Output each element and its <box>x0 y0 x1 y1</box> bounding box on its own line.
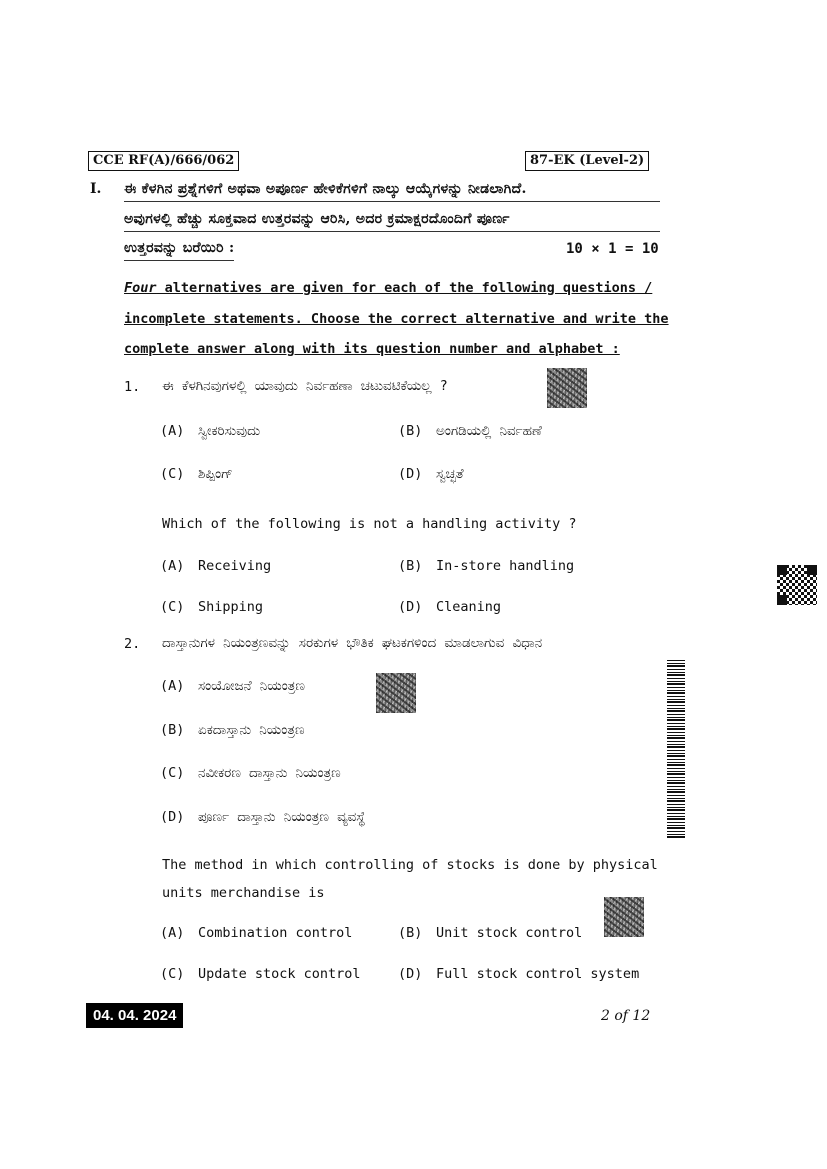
section-number: I. <box>90 181 102 197</box>
question-2-english-line-1: The method in which controlling of stocks is done by physical <box>162 857 658 873</box>
q2-kn-option-c: (C) ನವೀಕರಣ ದಾಸ್ತಾನು ನಿಯಂತ್ರಣ <box>160 765 341 781</box>
question-1-kannada: ಈ ಕೆಳಗಿನವುಗಳಲ್ಲಿ ಯಾವುದು ನಿರ್ವಹಣಾ ಚಟುವಟಿಕೆಯಲ್ಲ ? <box>162 378 448 394</box>
q1-en-option-d: (D) Cleaning <box>398 599 502 615</box>
instruction-english-line-3: complete answer along with its question number and alphabet : <box>124 341 620 357</box>
q2-kn-option-d: (D) ಪೂರ್ಣ ದಾಸ್ತಾನು ನಿಯಂತ್ರಣ ವ್ಯವಸ್ಥೆ <box>160 809 366 825</box>
instruction-english-line-2: incomplete statements. Choose the correct alternative and write the <box>124 311 669 327</box>
q1-kn-option-b: (B) ಅಂಗಡಿಯಲ್ಲಿ ನಿರ್ವಹಣೆ <box>398 423 542 439</box>
scan-code-icon <box>547 368 587 408</box>
q1-kn-option-c: (C) ಶಿಪ್ಪಿಂಗ್ <box>160 466 233 482</box>
instruction-kannada-line-3: ಉತ್ತರವನ್ನು ಬರೆಯಿರಿ : <box>124 240 234 261</box>
q2-en-option-a: (A) Combination control <box>160 925 353 941</box>
scan-code-icon <box>604 897 644 937</box>
q2-kn-option-b: (B) ಏಕದಾಸ್ತಾನು ನಿಯಂತ್ರಣ <box>160 722 305 738</box>
question-2-kannada: ದಾಸ್ತಾನುಗಳ ನಿಯಂತ್ರಣವನ್ನು ಸರಕುಗಳ ಭೌತಿಕ ಘಟಕಗಳಿಂದ ಮಾಡಲಾಗುವ ವಿಧಾನ <box>162 635 543 651</box>
question-1-english: Which of the following is not a handling activity ? <box>162 516 577 532</box>
scan-code-icon <box>376 673 416 713</box>
instruction-english-line-1: Four alternatives are given for each of the following questions / <box>124 280 653 296</box>
paper-code: CCE RF(A)/666/062 <box>88 151 239 171</box>
question-2-english-line-2: units merchandise is <box>162 885 325 901</box>
page-number: 2 of 12 <box>601 1008 651 1024</box>
question-1-number: 1. <box>124 379 141 395</box>
q2-en-option-b: (B) Unit stock control <box>398 925 583 941</box>
exam-date-badge: 04. 04. 2024 <box>86 1003 183 1028</box>
q2-en-option-c: (C) Update stock control <box>160 966 361 982</box>
instruction-kannada-line-2: ಅವುಗಳಲ್ಲಿ ಹೆಚ್ಚು ಸೂಕ್ತವಾದ ಉತ್ತರವನ್ನು ಆರಿಸಿ, ಅದರ ಕ್ರಮಾಕ್ಷರದೊಂದಿಗೆ ಪೂರ್ಣ <box>124 211 660 232</box>
subject-code: 87-EK (Level-2) <box>525 151 649 171</box>
barcode-icon <box>667 660 685 838</box>
q2-en-option-d: (D) Full stock control system <box>398 966 640 982</box>
q1-kn-option-a: (A) ಸ್ವೀಕರಿಸುವುದು <box>160 423 261 439</box>
q1-kn-option-d: (D) ಸ್ವಚ್ಛತೆ <box>398 466 464 482</box>
instruction-kannada-line-1: ಈ ಕೆಳಗಿನ ಪ್ರಶ್ನೆಗಳಿಗೆ ಅಥವಾ ಅಪೂರ್ಣ ಹೇಳಿಕೆಗಳಿಗೆ ನಾಲ್ಕು ಆಯ್ಕೆಗಳನ್ನು ನೀಡಲಾಗಿದೆ. <box>124 181 660 202</box>
qr-code-icon <box>777 565 817 605</box>
q1-en-option-b: (B) In-store handling <box>398 558 575 574</box>
instruction-lead-word: Four <box>124 280 157 296</box>
q1-en-option-a: (A) Receiving <box>160 558 272 574</box>
q1-en-option-c: (C) Shipping <box>160 599 264 615</box>
marks-allocation: 10 × 1 = 10 <box>566 241 659 257</box>
question-2-number: 2. <box>124 636 141 652</box>
q2-kn-option-a: (A) ಸಂಯೋಜನೆ ನಿಯಂತ್ರಣ <box>160 678 305 694</box>
